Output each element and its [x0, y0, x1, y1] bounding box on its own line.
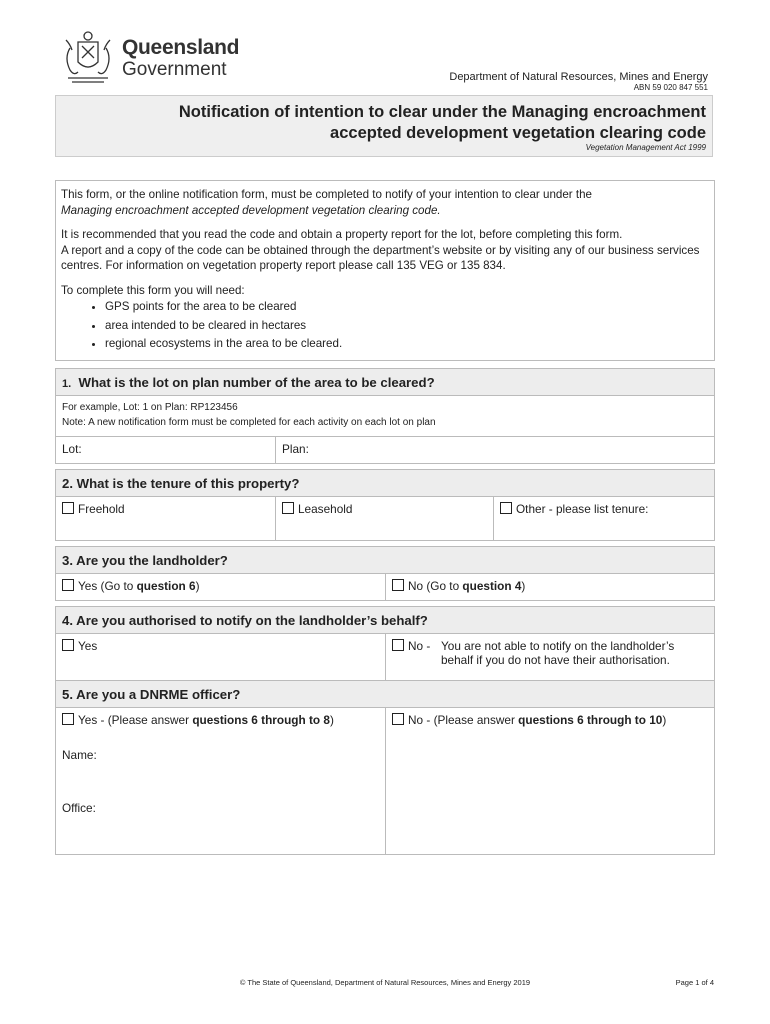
dnrme-no-label: No - (Please answer [408, 713, 519, 727]
other-tenure-checkbox[interactable] [500, 502, 512, 514]
authorised-yes-option[interactable] [56, 634, 385, 680]
other-tenure-option[interactable] [493, 497, 714, 540]
plan-field[interactable] [275, 437, 714, 463]
lot-plan-example: For example, Lot: 1 on Plan: RP123456 [62, 402, 238, 413]
form-title-line2: accepted development vegetation clearing code [330, 124, 706, 142]
question-1-number: 1. [62, 378, 72, 390]
authorised-no-checkbox[interactable] [392, 639, 404, 651]
question-1-section [55, 368, 715, 464]
officer-office-field[interactable]: Office: [62, 801, 96, 815]
landholder-no-label: No (Go to [408, 579, 463, 593]
officer-name-field[interactable]: Name: [62, 748, 97, 762]
leasehold-checkbox[interactable] [282, 502, 294, 514]
landholder-yes-option[interactable] [56, 574, 385, 600]
form-title-box [55, 95, 713, 157]
department-name: Department of Natural Resources, Mines and Energy [449, 71, 708, 83]
dnrme-yes-close: ) [329, 713, 334, 727]
dnrme-no-questions: questions 6 through to 10 [518, 713, 663, 727]
logo-queensland-text: Queensland [122, 36, 240, 59]
plan-label: Plan: [282, 442, 309, 456]
act-reference: Vegetation Management Act 1999 [585, 143, 706, 152]
lot-field[interactable] [56, 437, 275, 463]
question-1-notes [56, 396, 714, 437]
landholder-options-row [56, 574, 714, 600]
question-5-heading: 5. Are you a DNRME officer? [56, 681, 714, 708]
list-item: • area intended to be cleared in hectares [105, 318, 709, 334]
landholder-yes-goto: question 6 [136, 579, 196, 593]
intro-box [55, 180, 715, 361]
question-5-section [55, 680, 715, 855]
question-2-heading: 2. What is the tenure of this property? [56, 470, 714, 497]
freehold-checkbox[interactable] [62, 502, 74, 514]
logo-government-text: Government [122, 59, 227, 80]
lot-plan-note: Note: A new notification form must be completed for each activity on each lot on plan [62, 417, 436, 428]
authorised-yes-checkbox[interactable] [62, 639, 74, 651]
form-title-line1: Notification of intention to clear under the Managing encroachment [178, 103, 706, 121]
list-item: • GPS points for the area to be cleared [105, 299, 709, 315]
question-3-heading: 3. Are you the landholder? [56, 547, 714, 574]
landholder-no-goto: question 4 [462, 579, 522, 593]
intro-paragraph-3: A report and a copy of the code can be obtained through the department’s website or by visiting any of our business services centres. For information on vegetation property report please call 135 VEG or 135 834. [61, 243, 700, 272]
authorised-options-row [56, 634, 714, 680]
tenure-options-row [56, 497, 714, 540]
freehold-option[interactable] [56, 497, 275, 540]
question-3-section [55, 546, 715, 601]
question-1-title: What is the lot on plan number of the area to be cleared? [78, 375, 435, 390]
question-1-heading [56, 369, 714, 396]
landholder-yes-label: Yes (Go to [78, 579, 137, 593]
qld-government-logo [60, 28, 240, 88]
leasehold-option[interactable] [275, 497, 493, 540]
coat-of-arms-icon [60, 28, 116, 86]
authorised-no-option[interactable] [385, 634, 714, 680]
dnrme-yes-checkbox[interactable] [62, 713, 74, 725]
leasehold-label: Leasehold [298, 502, 353, 516]
lot-label: Lot: [62, 442, 82, 456]
intro-paragraph-1 [61, 187, 709, 218]
landholder-yes-close: ) [195, 579, 200, 593]
landholder-no-checkbox[interactable] [392, 579, 404, 591]
authorised-no-text-line1: You are not able to notify on the landholder’s [441, 639, 675, 653]
dnrme-yes-option[interactable] [56, 708, 385, 854]
question-4-heading: 4. Are you authorised to notify on the landholder’s behalf? [56, 607, 714, 634]
landholder-no-option[interactable] [385, 574, 714, 600]
authorised-yes-label: Yes [78, 639, 98, 653]
other-tenure-label: Other - please list tenure: [516, 502, 649, 516]
authorised-no-text-line2: behalf if you do not have their authorisation. [441, 653, 670, 667]
intro-paragraph-4: To complete this form you will need: [61, 283, 245, 297]
landholder-no-close: ) [521, 579, 526, 593]
dnrme-no-checkbox[interactable] [392, 713, 404, 725]
page-number: Page 1 of 4 [675, 978, 714, 987]
dnrme-no-option[interactable] [385, 708, 714, 854]
question-4-section [55, 606, 715, 681]
dnrme-officer-row [56, 708, 714, 854]
list-item: • regional ecosystems in the area to be cleared. [105, 336, 709, 352]
dnrme-yes-questions: questions 6 through to 8 [192, 713, 330, 727]
requirements-list [61, 299, 709, 352]
authorised-no-explanation [441, 639, 674, 667]
authorised-no-label: No - [408, 639, 431, 653]
lot-plan-row [56, 437, 714, 463]
landholder-yes-checkbox[interactable] [62, 579, 74, 591]
form-title [66, 102, 706, 144]
question-2-section [55, 469, 715, 541]
copyright-footer: © The State of Queensland, Department of Natural Resources, Mines and Energy 2019 [239, 978, 531, 987]
dnrme-yes-label: Yes - (Please answer [78, 713, 193, 727]
intro-p1-text: This form, or the online notification form, must be completed to notify of your intention to clear under the [61, 188, 593, 201]
abn-number: ABN 59 020 847 551 [633, 83, 708, 92]
intro-paragraph-2: It is recommended that you read the code and obtain a property report for the lot, before completing this form. [61, 228, 623, 241]
dnrme-no-close: ) [662, 713, 667, 727]
freehold-label: Freehold [78, 502, 125, 516]
intro-p1-code-name: Managing encroachment accepted development vegetation clearing code. [61, 203, 441, 217]
